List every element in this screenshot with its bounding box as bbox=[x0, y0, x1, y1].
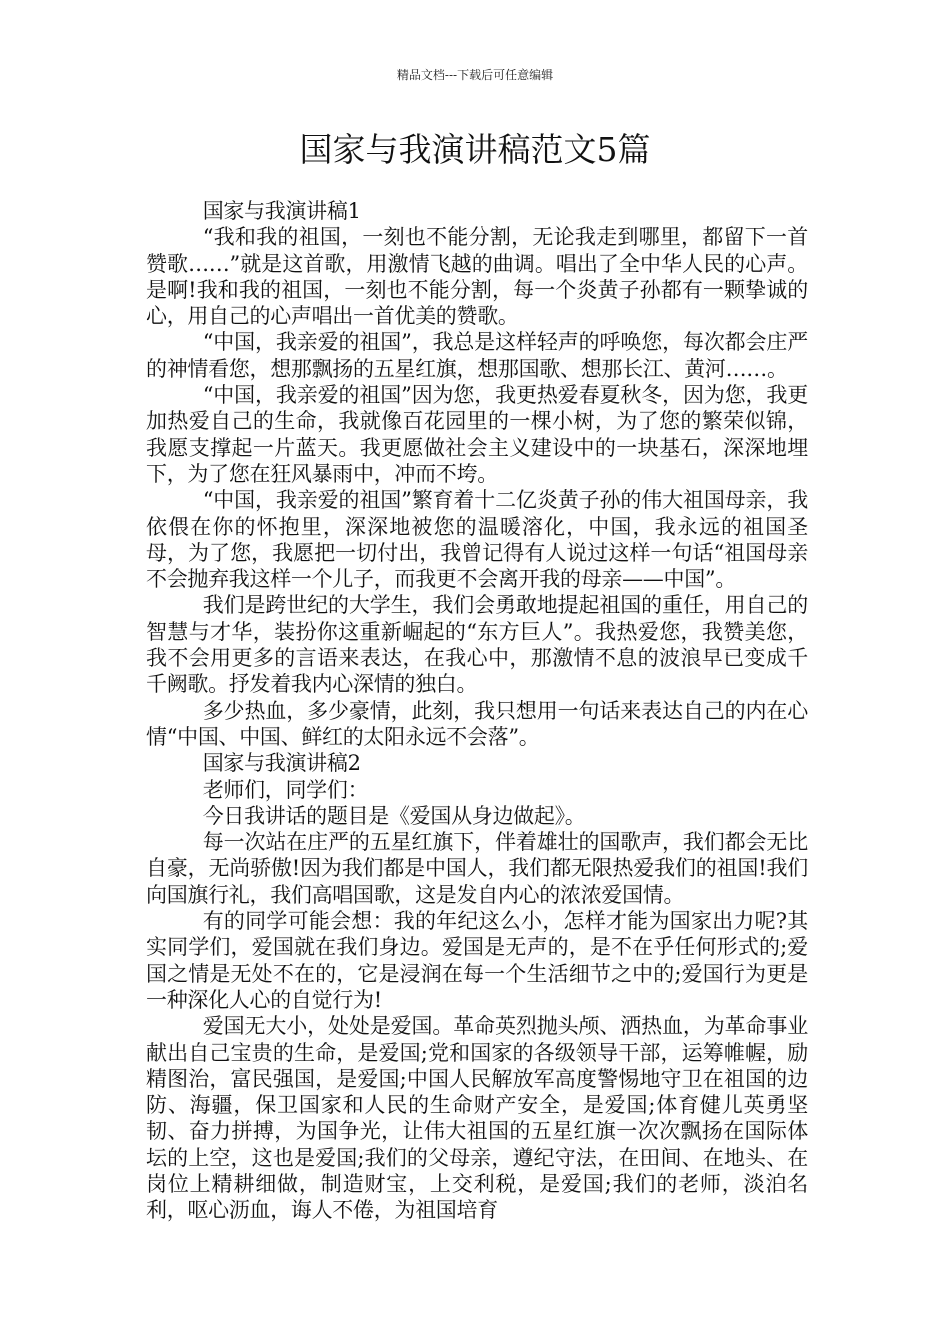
paragraph: 今日我讲话的题目是《爱国从身边做起》。 bbox=[202, 803, 586, 828]
page-header: 精品文档---下载后可任意编辑 bbox=[396, 68, 554, 82]
paragraph: 我们是跨世纪的大学生，我们会勇敢地提起祖国的重任，用自己的智慧与才华，装扮你这重新崛起的“东方巨人”。我热爱您，我赞美您，我不会用更多的言语来表达，在我心中，那激情不息的波浪早已变成千千阙歌。抒发着我内心深情的独白。 bbox=[146, 593, 808, 697]
document-body bbox=[146, 198, 808, 1224]
paragraph: “中国，我亲爱的祖国”因为您，我更热爱春夏秋冬，因为您，我更加热爱自己的生命，我就像百花园里的一棵小树，为了您的繁荣似锦，我愿支撑起一片蓝天。我更愿做社会主义建设中的一块基石，深深地埋下，为了您在狂风暴雨中，冲而不垮。 bbox=[146, 383, 808, 486]
paragraph: 国家与我演讲稿1 bbox=[202, 199, 361, 223]
paragraph: “中国，我亲爱的祖国”繁育着十二亿炎黄子孙的伟大祖国母亲，我依偎在你的怀抱里，深深地被您的温暖溶化，中国，我永远的祖国圣母，为了您，我愿把一切付出，我曾记得有人说过这样一句话“祖国母亲不会抛弃我这样一个儿子，而我更不会离开我的母亲——中国”。 bbox=[146, 488, 808, 592]
paragraph: 国家与我演讲稿2 bbox=[202, 751, 361, 776]
paragraph: “我和我的祖国，一刻也不能分割，无论我走到哪里，都留下一首赞歌……”就是这首歌，用激情飞越的曲调。唱出了全中华人民的心声。是啊!我和我的祖国，一刻也不能分割，每一个炎黄子孙都有一颗挚诚的心，用自己的心声唱出一首优美的赞歌。 bbox=[146, 225, 808, 329]
paragraph: “中国，我亲爱的祖国”，我总是这样轻声的呼唤您，每次都会庄严的神情看您，想那飘扬的五星红旗，想那国歌、想那长江、黄河……。 bbox=[146, 330, 808, 381]
paragraph: 有的同学可能会想：我的年纪这么小，怎样才能为国家出力呢?其实同学们，爱国就在我们身边。爱国是无声的，是不在乎任何形式的;爱国之情是无处不在的，它是浸润在每一个生活细节之中的;爱国行为更是一种深化人心的自觉行为! bbox=[146, 909, 808, 1012]
paragraph: 每一次站在庄严的五星红旗下，伴着雄壮的国歌声，我们都会无比自豪，无尚骄傲!因为我们都是中国人，我们都无限热爱我们的祖国!我们向国旗行礼，我们高唱国歌，这是发自内心的浓浓爱国情。 bbox=[146, 830, 808, 907]
paragraph: 老师们，同学们： bbox=[202, 777, 369, 802]
document-title: 国家与我演讲稿范文5篇 bbox=[299, 130, 651, 169]
paragraph: 爱国无大小，处处是爱国。革命英烈抛头颅、洒热血，为革命事业献出自己宝贵的生命，是爱国;党和国家的各级领导干部，运筹帷幄，励精图治，富民强国，是爱国;中国人民解放军高度警惕地守卫在祖国的边防、海疆，保卫国家和人民的生命财产安全，是爱国;体育健儿英勇坚韧、奋力拼搏，为国争光，让伟大祖国的五星红旗一次次飘扬在国际体坛的上空，这也是爱国;我们的父母亲，遵纪守法，在田间、在地头、在岗位上精耕细做，制造财宝，上交利税，是爱国;我们的老师，淡泊名利，呕心沥血，诲人不倦，为祖国培育 bbox=[146, 1014, 808, 1223]
paragraph: 多少热血，多少豪情，此刻，我只想用一句话来表达自己的内在心情“中国、中国、鲜红的太阳永远不会落”。 bbox=[146, 698, 808, 749]
